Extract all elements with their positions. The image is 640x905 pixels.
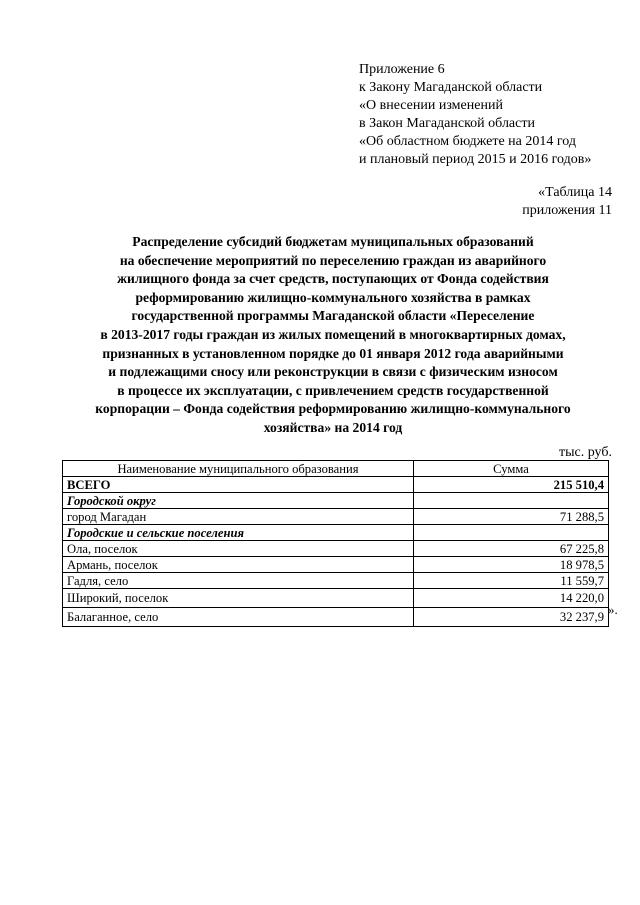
empty-cell (414, 525, 609, 541)
empty-cell (414, 493, 609, 509)
table-row (63, 573, 609, 589)
table-row (63, 589, 609, 608)
table-ref-line: «Таблица 14 (538, 185, 612, 200)
table-reference (412, 184, 612, 220)
title-line: реформированию жилищно-коммунального хозяйства в рамках (135, 289, 531, 305)
table-ref-line: приложения 11 (522, 203, 612, 218)
row-value: 67 225,8 (414, 541, 609, 557)
row-value: 14 220,0 (414, 589, 609, 608)
appendix-line: к Закону Магаданской области (359, 80, 543, 95)
table-section-row (63, 525, 609, 541)
row-name: Широкий, поселок (63, 589, 414, 608)
row-value: 11 559,7 (414, 573, 609, 589)
units-label: тыс. руб. (559, 445, 612, 460)
title-line: жилищного фонда за счет средств, поступающих от Фонда содействия (117, 271, 549, 287)
table-row-total (63, 477, 609, 493)
row-value: 71 288,5 (414, 509, 609, 525)
total-value: 215 510,4 (414, 477, 609, 493)
title-line: в процессе их эксплуатации, с привлечением средств государственной (117, 382, 549, 398)
document-title (58, 233, 608, 438)
title-line: корпорации – Фонда содействия реформированию жилищно-коммунального (95, 401, 571, 417)
row-name: Армань, поселок (63, 557, 414, 573)
appendix-line: в Закон Магаданской области (359, 116, 535, 131)
title-line: Распределение субсидий бюджетам муниципальных образований (132, 234, 534, 249)
row-name: Балаганное, село (63, 608, 414, 627)
appendix-line: «О внесении изменений (359, 98, 503, 113)
row-value: 32 237,9 (414, 608, 609, 627)
table-row (63, 509, 609, 525)
row-value: 18 978,5 (414, 557, 609, 573)
header-sum: Сумма (414, 461, 609, 477)
title-line: признанных в установленном порядке до 01 января 2012 года аварийными (102, 345, 564, 361)
table-row (63, 608, 609, 627)
section-label: Городской округ (63, 493, 414, 509)
table-section-row (63, 493, 609, 509)
title-line: и подлежащими сносу или реконструкции в связи с физическим износом (108, 364, 558, 380)
appendix-line: и плановый период 2015 и 2016 годов» (359, 152, 592, 167)
table-row (63, 541, 609, 557)
row-name: Гадля, село (63, 573, 414, 589)
title-line: государственной программы Магаданской области «Переселение (131, 308, 535, 324)
row-name: Ола, поселок (63, 541, 414, 557)
closing-quote: ». (608, 602, 618, 617)
title-line: хозяйства» на 2014 год (263, 419, 403, 435)
appendix-line: Приложение 6 (359, 62, 445, 77)
table-row (63, 557, 609, 573)
title-line: в 2013-2017 годы граждан из жилых помещений в многоквартирных домах, (100, 326, 566, 342)
subsidy-table (62, 460, 609, 627)
title-line: на обеспечение мероприятий по переселению граждан из аварийного (119, 252, 547, 268)
section-label: Городские и сельские поселения (63, 525, 414, 541)
appendix-header (359, 61, 629, 169)
appendix-line: «Об областном бюджете на 2014 год (359, 134, 576, 149)
table-header-row (63, 461, 609, 477)
row-name: город Магадан (63, 509, 414, 525)
header-name: Наименование муниципального образования (63, 461, 414, 477)
total-label: ВСЕГО (63, 477, 414, 493)
